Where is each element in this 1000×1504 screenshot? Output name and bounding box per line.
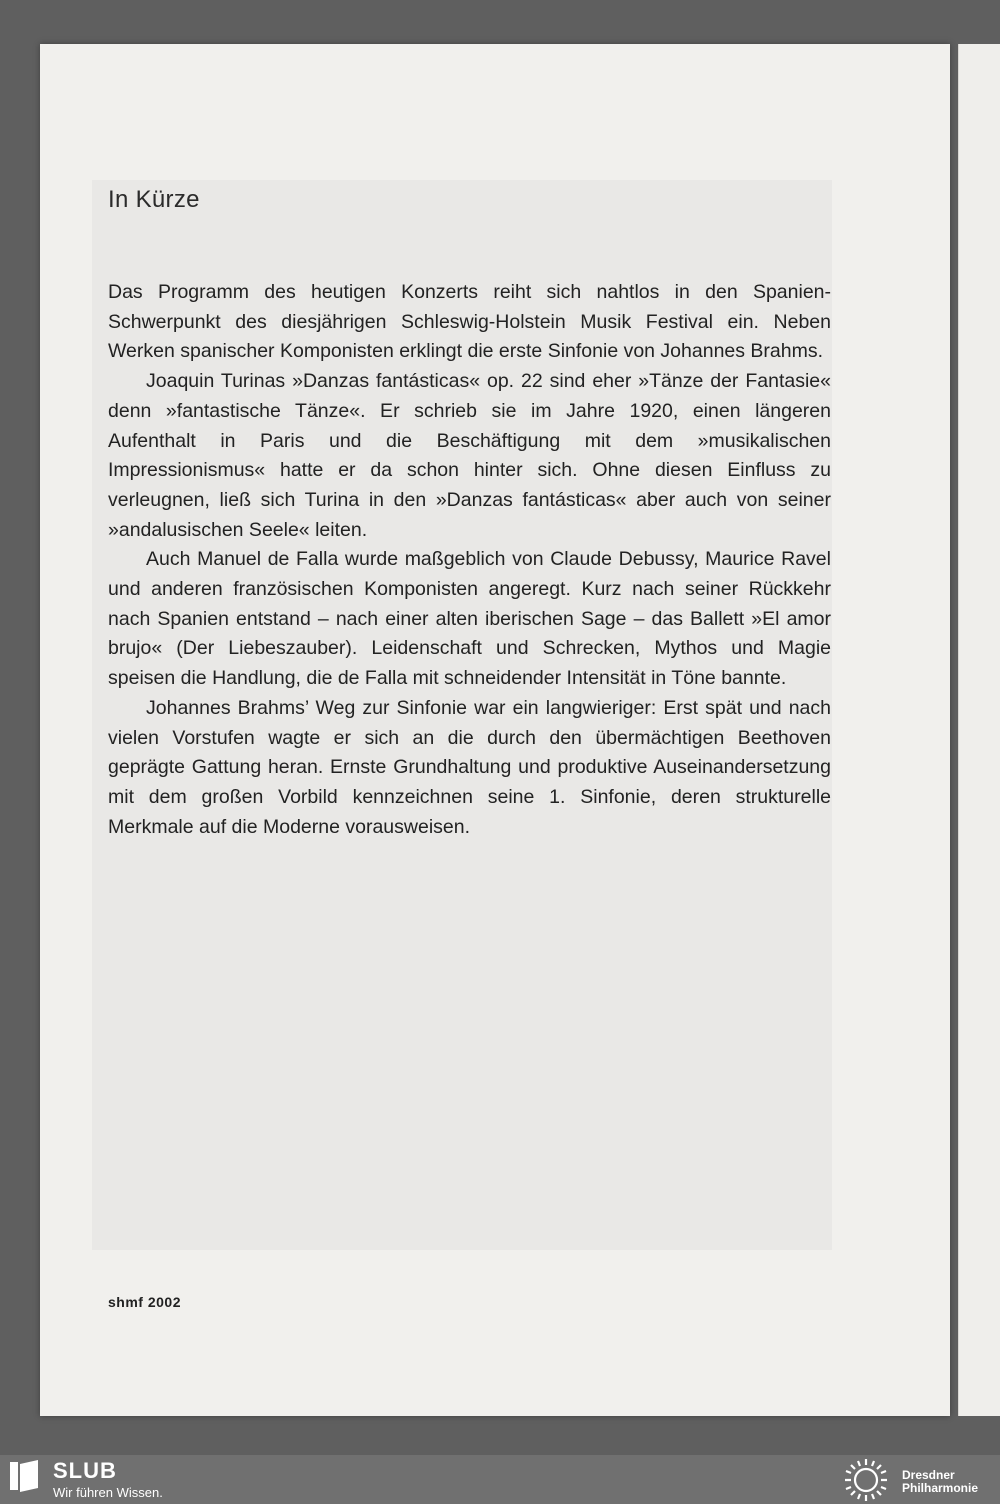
paragraph-3: Auch Manuel de Falla wurde maßgeblich von Claude Debussy, Maurice Ravel und anderen französischen Komponisten angeregt. Kurz nach seiner Rückkehr nach Spanien entstand – nach einer alten iberischen Sage – das Ballett »El amor brujo« (Der Liebeszauber). Leidenschaft und Schrecken, Mythos und Magie speisen die Handlung, die de Falla mit schneidender Intensität in Töne bannte. xyxy=(108,548,831,690)
paragraph-1: Das Programm des heutigen Konzerts reiht sich nahtlos in den Spanien-Schwerpunkt des diesjährigen Schleswig-Holstein Musik Festival ein. Neben Werken spanischer Komponisten erklingt die erste Sinfonie von Johannes Brahms. xyxy=(108,281,831,363)
viewer-footer-bar xyxy=(0,1455,1000,1504)
page-heading: In Kürze xyxy=(108,186,200,213)
library-tagline: Wir führen Wissen. xyxy=(53,1485,163,1500)
slub-logo-icon[interactable] xyxy=(10,1460,40,1492)
partner-name-line2: Philharmonie xyxy=(902,1481,979,1495)
partner-name xyxy=(902,1469,978,1495)
library-name[interactable]: SLUB xyxy=(53,1458,117,1483)
paragraph-2: Joaquin Turinas »Danzas fantásticas« op. 22 sind eher »Tänze der Fantasie« denn »fantastische Tänze«. Er schrieb sie im Jahre 1920, einen längeren Aufenthalt in Paris und die Beschäftigung mit dem »musikalischen Impressionismus« hatte er da schon hinter sich. Ohne diesen Einfluss zu verleugnen, ließ sich Turina in den »Danzas fantásticas« aber auch von seiner »andalusischen Seele« leiten. xyxy=(108,370,831,541)
page-footer-mark: shmf 2002 xyxy=(108,1294,181,1310)
philharmonie-logo-icon[interactable] xyxy=(842,1457,890,1503)
body-text xyxy=(108,278,831,842)
partner-name-line1: Dresdner xyxy=(902,1468,955,1482)
paragraph-4: Johannes Brahms’ Weg zur Sinfonie war ein langwieriger: Erst spät und nach vielen Vorstufen wagte er sich an die durch den übermächtigen Beethoven geprägte Gattung heran. Ernste Grundhaltung und produktive Auseinandersetzung mit dem großen Vorbild kennzeichnen seine 1. Sinfonie, deren strukturelle Merkmale auf die Moderne vorausweisen. xyxy=(108,696,831,838)
adjacent-page-edge xyxy=(958,44,1000,1416)
